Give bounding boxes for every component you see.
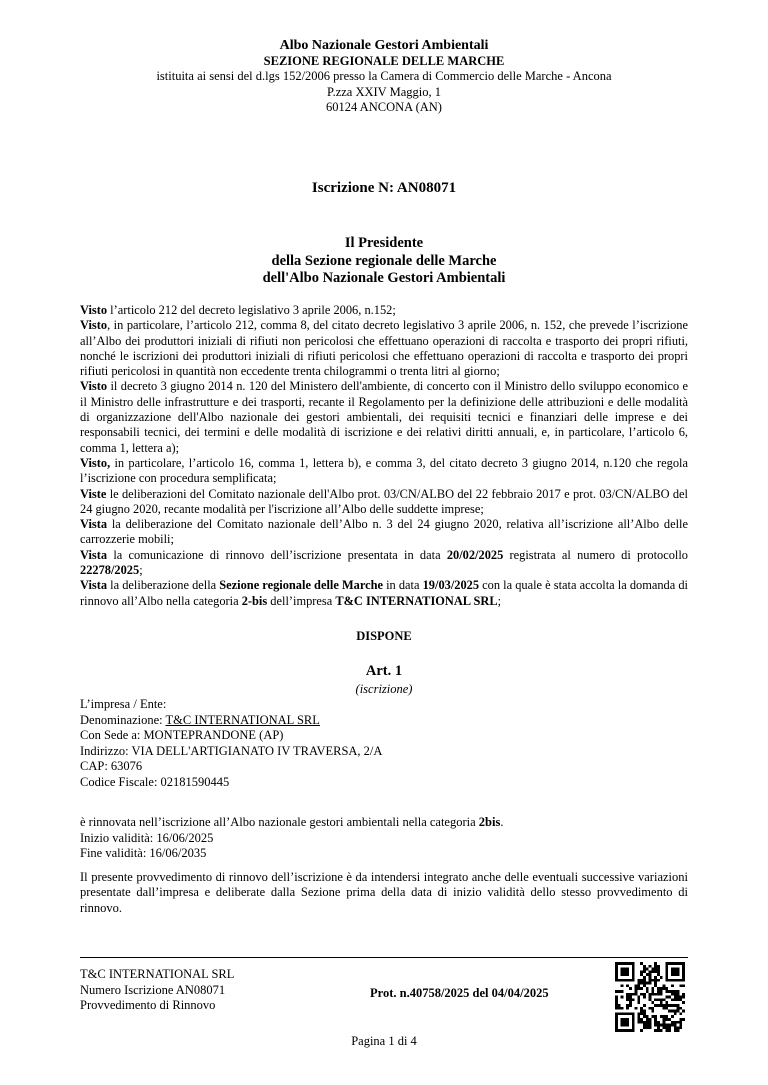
president-heading	[0, 235, 768, 288]
text: con la quale è stata accolta la domanda di rinnovo all’Albo nella categoria	[80, 578, 688, 608]
text: .	[500, 815, 504, 829]
deliberation-date: 19/03/2025	[422, 578, 480, 593]
keyword: Viste	[80, 486, 107, 501]
company-cap: CAP: 63076	[80, 759, 143, 773]
header-line-3: istituita ai sensi del d.lgs 152/2006 presso la Camera di Commercio delle Marche - Ancona	[156, 69, 612, 83]
preamble-p8	[80, 578, 688, 609]
renewal-statement	[80, 815, 503, 831]
protocol-reference: Prot. n.40758/2025 del 04/04/2025	[370, 986, 549, 1000]
footer-tipo: Provvedimento di Rinnovo	[80, 998, 216, 1012]
keyword: Vista	[80, 578, 108, 593]
footer-info	[80, 967, 234, 1014]
preamble-p1	[80, 303, 688, 318]
text: , in particolare, l’articolo 212, comma 8, del citato decreto legislativo 3 aprile 2006, n. 152, che prevede l’iscrizione all’Albo dei produttori iniziali di rifiuti non pericolosi che effettuano operazioni di raccolta e trasporto dei propri rifiuti, nonché le iscrizioni dei produttori iniziali di rifiuti pericolosi che effettuano operazioni di raccolta e trasporto dei propri rifiuti pericolosi in quantità non eccedente trenta chilogrammi o trenta litri al giorno;	[80, 318, 688, 379]
president-line-3: dell'Albo Nazionale Gestori Ambientali	[262, 270, 506, 286]
company-indirizzo: Indirizzo: VIA DELL'ARTIGIANATO IV TRAVERSA, 2/A	[80, 743, 383, 758]
text: in particolare, l’articolo 16, comma 1, lettera b), e comma 3, del citato decreto 3 giugno 2014, n.120 che regola l’iscrizione con procedura semplificata;	[80, 455, 688, 486]
text: in data	[383, 578, 423, 593]
keyword: Visto	[80, 379, 108, 394]
text: la deliberazione del Comitato nazionale dell’Albo n. 3 del 24 giugno 2020, relativa all’iscrizione all’Albo delle carrozzerie mobili;	[80, 517, 688, 547]
validity-start: Inizio validità: 16/06/2025	[80, 830, 214, 845]
footer-numero: Numero Iscrizione AN08071	[80, 982, 226, 997]
text: dell’impresa	[267, 593, 336, 608]
keyword: Visto	[80, 318, 108, 333]
denominazione-label: Denominazione:	[80, 712, 166, 727]
category: 2-bis	[241, 593, 268, 608]
preamble-p3	[80, 379, 688, 455]
article-title: Art. 1	[365, 663, 403, 679]
org-name: Albo Nazionale Gestori Ambientali	[279, 38, 489, 53]
footer-divider	[80, 957, 688, 958]
company-denominazione	[80, 713, 382, 729]
article-subtitle: (iscrizione)	[355, 682, 413, 696]
text: la comunicazione di rinnovo dell’iscrizione presentata in data	[107, 547, 447, 562]
document-header	[0, 38, 768, 116]
footer-company: T&C INTERNATIONAL SRL	[80, 967, 235, 981]
text: la deliberazione della	[107, 578, 220, 593]
renewal-details	[80, 815, 503, 862]
registration-number: Iscrizione N: AN08071	[311, 180, 457, 196]
header-city: 60124 ANCONA (AN)	[326, 100, 442, 114]
denominazione-value: T&C INTERNATIONAL SRL	[165, 712, 320, 727]
renewal-category: 2bis	[478, 815, 501, 829]
preamble	[80, 303, 688, 609]
text: ;	[139, 563, 143, 578]
text: il decreto 3 giugno 2014 n. 120 del Ministero dell'ambiente, di concerto con il Ministro dello sviluppo economico e il Ministro delle infrastrutture e dei trasporti, recante il Regolamento per la definizione delle attribuzioni e delle modalità di organizzazione dell'Albo nazionale dei gestori ambientali, dei requisiti tecnici e finanziari delle imprese e dei responsabili tecnici, dei termini e delle modalità di iscrizione e dei relativi diritti annuali, e, in particolare, l’articolo 6, comma 1, lettera a);	[80, 379, 688, 455]
header-address: P.zza XXIV Maggio, 1	[327, 84, 441, 99]
protocol-number: 22278/2025	[80, 563, 140, 578]
preamble-p5	[80, 487, 688, 518]
company-intro: L’impresa / Ente:	[80, 697, 167, 711]
dispone-heading: DISPONE	[356, 629, 412, 643]
keyword: Vista	[80, 547, 108, 562]
text: è rinnovata nell’iscrizione all’Albo nazionale gestori ambientali nella categoria	[80, 815, 479, 829]
page-number: Pagina 1 di 4	[351, 1034, 417, 1048]
submission-date: 20/02/2025	[446, 547, 504, 562]
validity-end: Fine validità: 16/06/2035	[80, 846, 207, 860]
preamble-p7	[80, 548, 688, 579]
president-line-2: della Sezione regionale delle Marche	[271, 252, 497, 269]
text: l’articolo 212 del decreto legislativo 3 aprile 2006, n.152;	[107, 303, 396, 317]
preamble-p6	[80, 517, 688, 548]
keyword: Visto,	[80, 455, 111, 470]
provision-note: Il presente provvedimento di rinnovo dell’iscrizione è da intendersi integrato anche delle eventuali successive variazioni presentate dall’impresa e deliberate dalla Sezione prima della data di inizio validità dello stesso provvedimento di rinnovo.	[80, 870, 688, 915]
preamble-p2	[80, 318, 688, 379]
company-cf: Codice Fiscale: 02181590445	[80, 774, 230, 789]
text: registrata al numero di protocollo	[503, 547, 688, 562]
section-name: SEZIONE REGIONALE DELLE MARCHE	[263, 53, 505, 68]
keyword: Visto	[80, 303, 108, 317]
company-sede: Con Sede a: MONTEPRANDONE (AP)	[80, 728, 284, 742]
text: ;	[497, 593, 502, 608]
section-ref: Sezione regionale delle Marche	[219, 578, 383, 593]
preamble-p4	[80, 456, 688, 487]
company-details	[80, 697, 382, 790]
keyword: Vista	[80, 517, 108, 532]
company-name: T&C INTERNATIONAL SRL	[335, 593, 498, 608]
qr-code-icon	[615, 962, 685, 1032]
text: le deliberazioni del Comitato nazionale dell'Albo prot. 03/CN/ALBO del 22 febbraio 2017 e prot. 03/CN/ALBO del 24 giugno 2020, recante modalità per l'iscrizione all’Albo delle suddette imprese;	[80, 486, 688, 516]
president-line-1: Il Presidente	[344, 235, 424, 251]
